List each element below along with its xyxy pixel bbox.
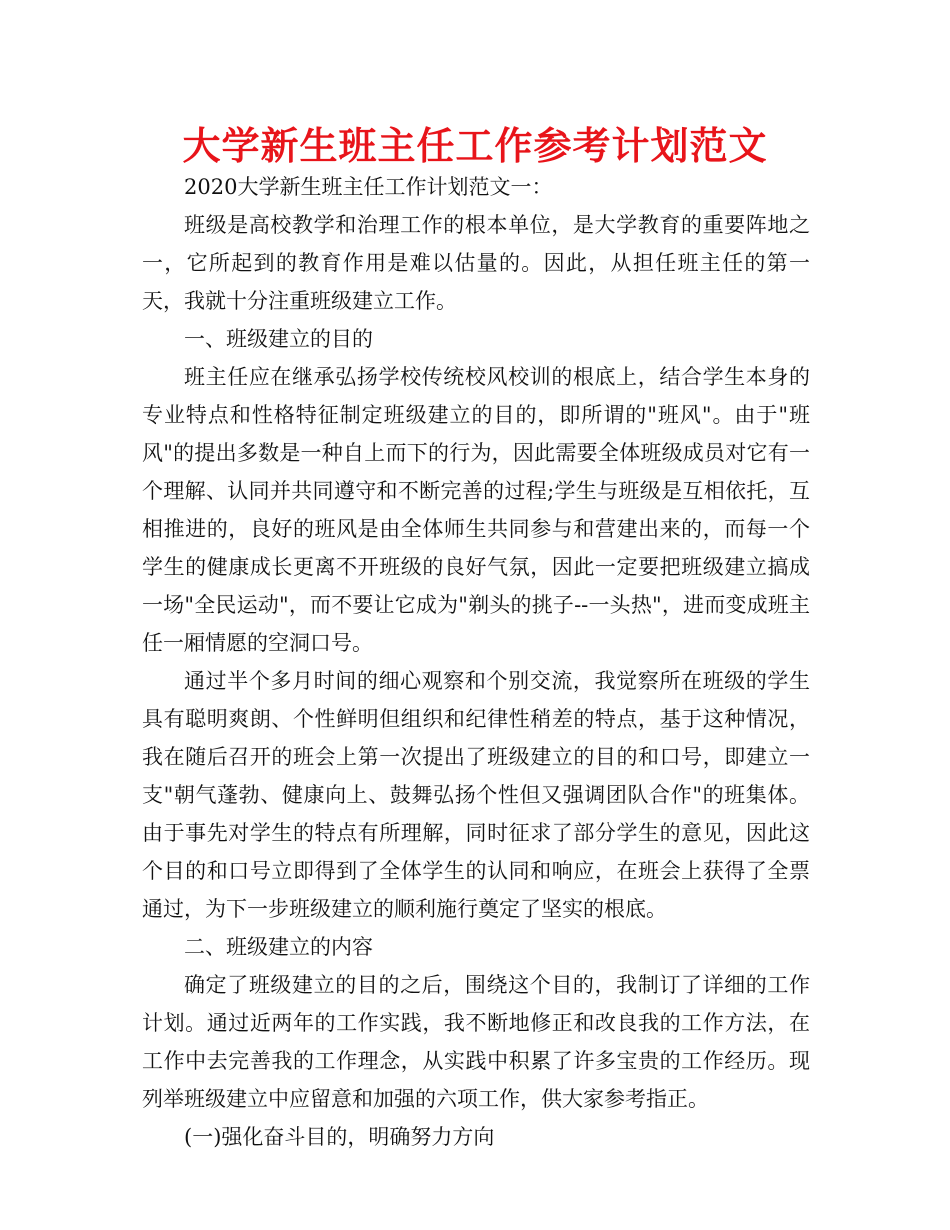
document-title: 大学新生班主任工作参考计划范文 — [182, 124, 768, 168]
section-heading: 二、班级建立的内容 — [184, 935, 373, 959]
paragraph: 通过半个多月时间的细心观察和个别交流，我觉察所在班级的学生具有聪明爽朗、个性鲜明但组织和纪律性稍差的特点，基于这种情况，我在随后召开的班会上第一次提出了班级建立的目的和口号，即建立一支"朝气蓬勃、健康向上、鼓舞弘扬个性但又强调团队合作"的班集体。由于事先对学生的特点有所理解，同时征求了部分学生的意见，因此这个目的和口号立即得到了全体学生的认同和响应，在班会上获得了全票通过，为下一步班级建立的顺利施行奠定了坚实的根底。 — [142, 669, 810, 921]
paragraph: 班级是高校教学和治理工作的根本单位，是大学教育的重要阵地之一，它所起到的教育作用是难以估量的。因此，从担任班主任的第一天，我就十分注重班级建立工作。 — [142, 213, 810, 313]
document-body — [142, 168, 810, 1156]
intro-line: 2020大学新生班主任工作计划范文一： — [184, 175, 553, 199]
paragraph: 班主任应在继承弘扬学校传统校风校训的根底上，结合学生本身的专业特点和性格特征制定班级建立的目的，即所谓的"班风"。由于"班风"的提出多数是一种自上而下的行为，因此需要全体班级成员对它有一个理解、认同并共同遵守和不断完善的过程;学生与班级是互相依托，互相推进的，良好的班风是由全体师生共同参与和营建出来的，而每一个学生的健康成长更离不开班级的良好气氛，因此一定要把班级建立搞成一场"全民运动"，而不要让它成为"剃头的挑子--一头热"，进而变成班主任一厢情愿的空洞口号。 — [142, 365, 810, 655]
section-heading: 一、班级建立的目的 — [184, 327, 373, 351]
paragraph: 确定了班级建立的目的之后，围绕这个目的，我制订了详细的工作计划。通过近两年的工作实践，我不断地修正和改良我的工作方法，在工作中去完善我的工作理念，从实践中积累了许多宝贵的工作经历。现列举班级建立中应留意和加强的六项工作，供大家参考指正。 — [142, 973, 810, 1111]
subsection-heading: (一)强化奋斗目的，明确努力方向 — [184, 1125, 495, 1149]
